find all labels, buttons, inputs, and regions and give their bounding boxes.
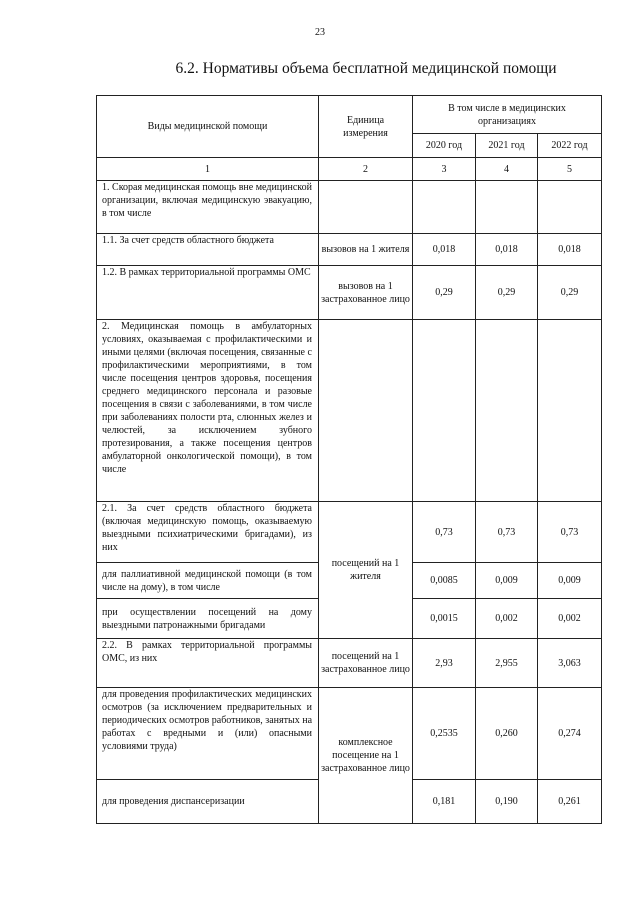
value-2020: 0,73 <box>413 502 476 563</box>
value-2021: 0,29 <box>476 266 538 320</box>
table-row <box>97 502 602 563</box>
row-description: 1. Скорая медицинская помощь вне медицинской организации, включая медицинскую эвакуацию, в том числе <box>97 181 319 234</box>
row-unit: посещений на 1 жителя <box>319 502 413 639</box>
table-row <box>97 234 602 266</box>
value-2020: 2,93 <box>413 639 476 688</box>
value-2020: 0,181 <box>413 780 476 824</box>
row-unit: комплексное посещение на 1 застрахованное лицо <box>319 688 413 824</box>
col-number: 2 <box>319 158 413 181</box>
value-2020: 0,29 <box>413 266 476 320</box>
row-description: 2.1. За счет средств областного бюджета (включая медицинскую помощь, оказываемую выездными психиатрическими бригадами), из них <box>97 502 319 563</box>
value-2020: 0,0085 <box>413 563 476 599</box>
row-description: для проведения диспансеризации <box>97 780 319 824</box>
value-2021: 0,73 <box>476 502 538 563</box>
table-row <box>97 320 602 502</box>
header-unit: Единица измерения <box>319 96 413 158</box>
value-2021: 0,002 <box>476 599 538 639</box>
page-title: 6.2. Нормативы объема бесплатной медицинской помощи <box>175 60 557 77</box>
value-2022: 0,274 <box>538 688 602 780</box>
col-number: 1 <box>97 158 319 181</box>
value-2022: 0,261 <box>538 780 602 824</box>
table-row <box>97 639 602 688</box>
header-year: 2020 год <box>413 134 476 158</box>
value-2022: 0,002 <box>538 599 602 639</box>
header-type: Виды медицинской помощи <box>97 96 319 158</box>
value-2021: 0,260 <box>476 688 538 780</box>
header-group: В том числе в медицинских организациях <box>413 96 602 134</box>
page-number: 23 <box>315 27 325 38</box>
row-description: 2. Медицинская помощь в амбулаторных условиях, оказываемая с профилактическими и иными целями (включая посещения, связанные с профилактическими мероприятиями, в том числе посещения центров здоровья, посещения среднего медицинского персонала и разовые посещения в связи с заболеваниями, в том числе при заболеваниях полости рта, слюнных желез и челюстей, за исключением зубного протезирования, а также посещения центров амбулаторной онкологической помощи), в том числе <box>97 320 319 502</box>
value-2020: 0,018 <box>413 234 476 266</box>
row-unit: вызовов на 1 застрахованное лицо <box>319 266 413 320</box>
value-2020: 0,2535 <box>413 688 476 780</box>
row-description: 1.1. За счет средств областного бюджета <box>97 234 319 266</box>
value-2021: 0,190 <box>476 780 538 824</box>
value-2021: 0,018 <box>476 234 538 266</box>
row-description: для паллиативной медицинской помощи (в том числе на дому), в том числе <box>97 563 319 599</box>
value-2021: 2,955 <box>476 639 538 688</box>
col-number: 3 <box>413 158 476 181</box>
value-2020: 0,0015 <box>413 599 476 639</box>
header-year: 2021 год <box>476 134 538 158</box>
row-description: для проведения профилактических медицинских осмотров (за исключением предварительных и периодических осмотров работников, занятых на работах с вредными и (или) опасными условиями труда) <box>97 688 319 780</box>
row-description: 2.2. В рамках территориальной программы ОМС, из них <box>97 639 319 688</box>
col-number: 4 <box>476 158 538 181</box>
row-description: при осуществлении посещений на дому выездными патронажными бригадами <box>97 599 319 639</box>
row-description: 1.2. В рамках территориальной программы ОМС <box>97 266 319 320</box>
table-row <box>97 688 602 780</box>
header-year: 2022 год <box>538 134 602 158</box>
table-row <box>97 181 602 234</box>
value-2022: 0,73 <box>538 502 602 563</box>
value-2022: 3,063 <box>538 639 602 688</box>
table-row <box>97 266 602 320</box>
value-2022: 0,29 <box>538 266 602 320</box>
value-2022: 0,009 <box>538 563 602 599</box>
value-2022: 0,018 <box>538 234 602 266</box>
value-2021: 0,009 <box>476 563 538 599</box>
norms-table <box>96 95 602 824</box>
col-number: 5 <box>538 158 602 181</box>
row-unit: посещений на 1 застрахованное лицо <box>319 639 413 688</box>
row-unit: вызовов на 1 жителя <box>319 234 413 266</box>
